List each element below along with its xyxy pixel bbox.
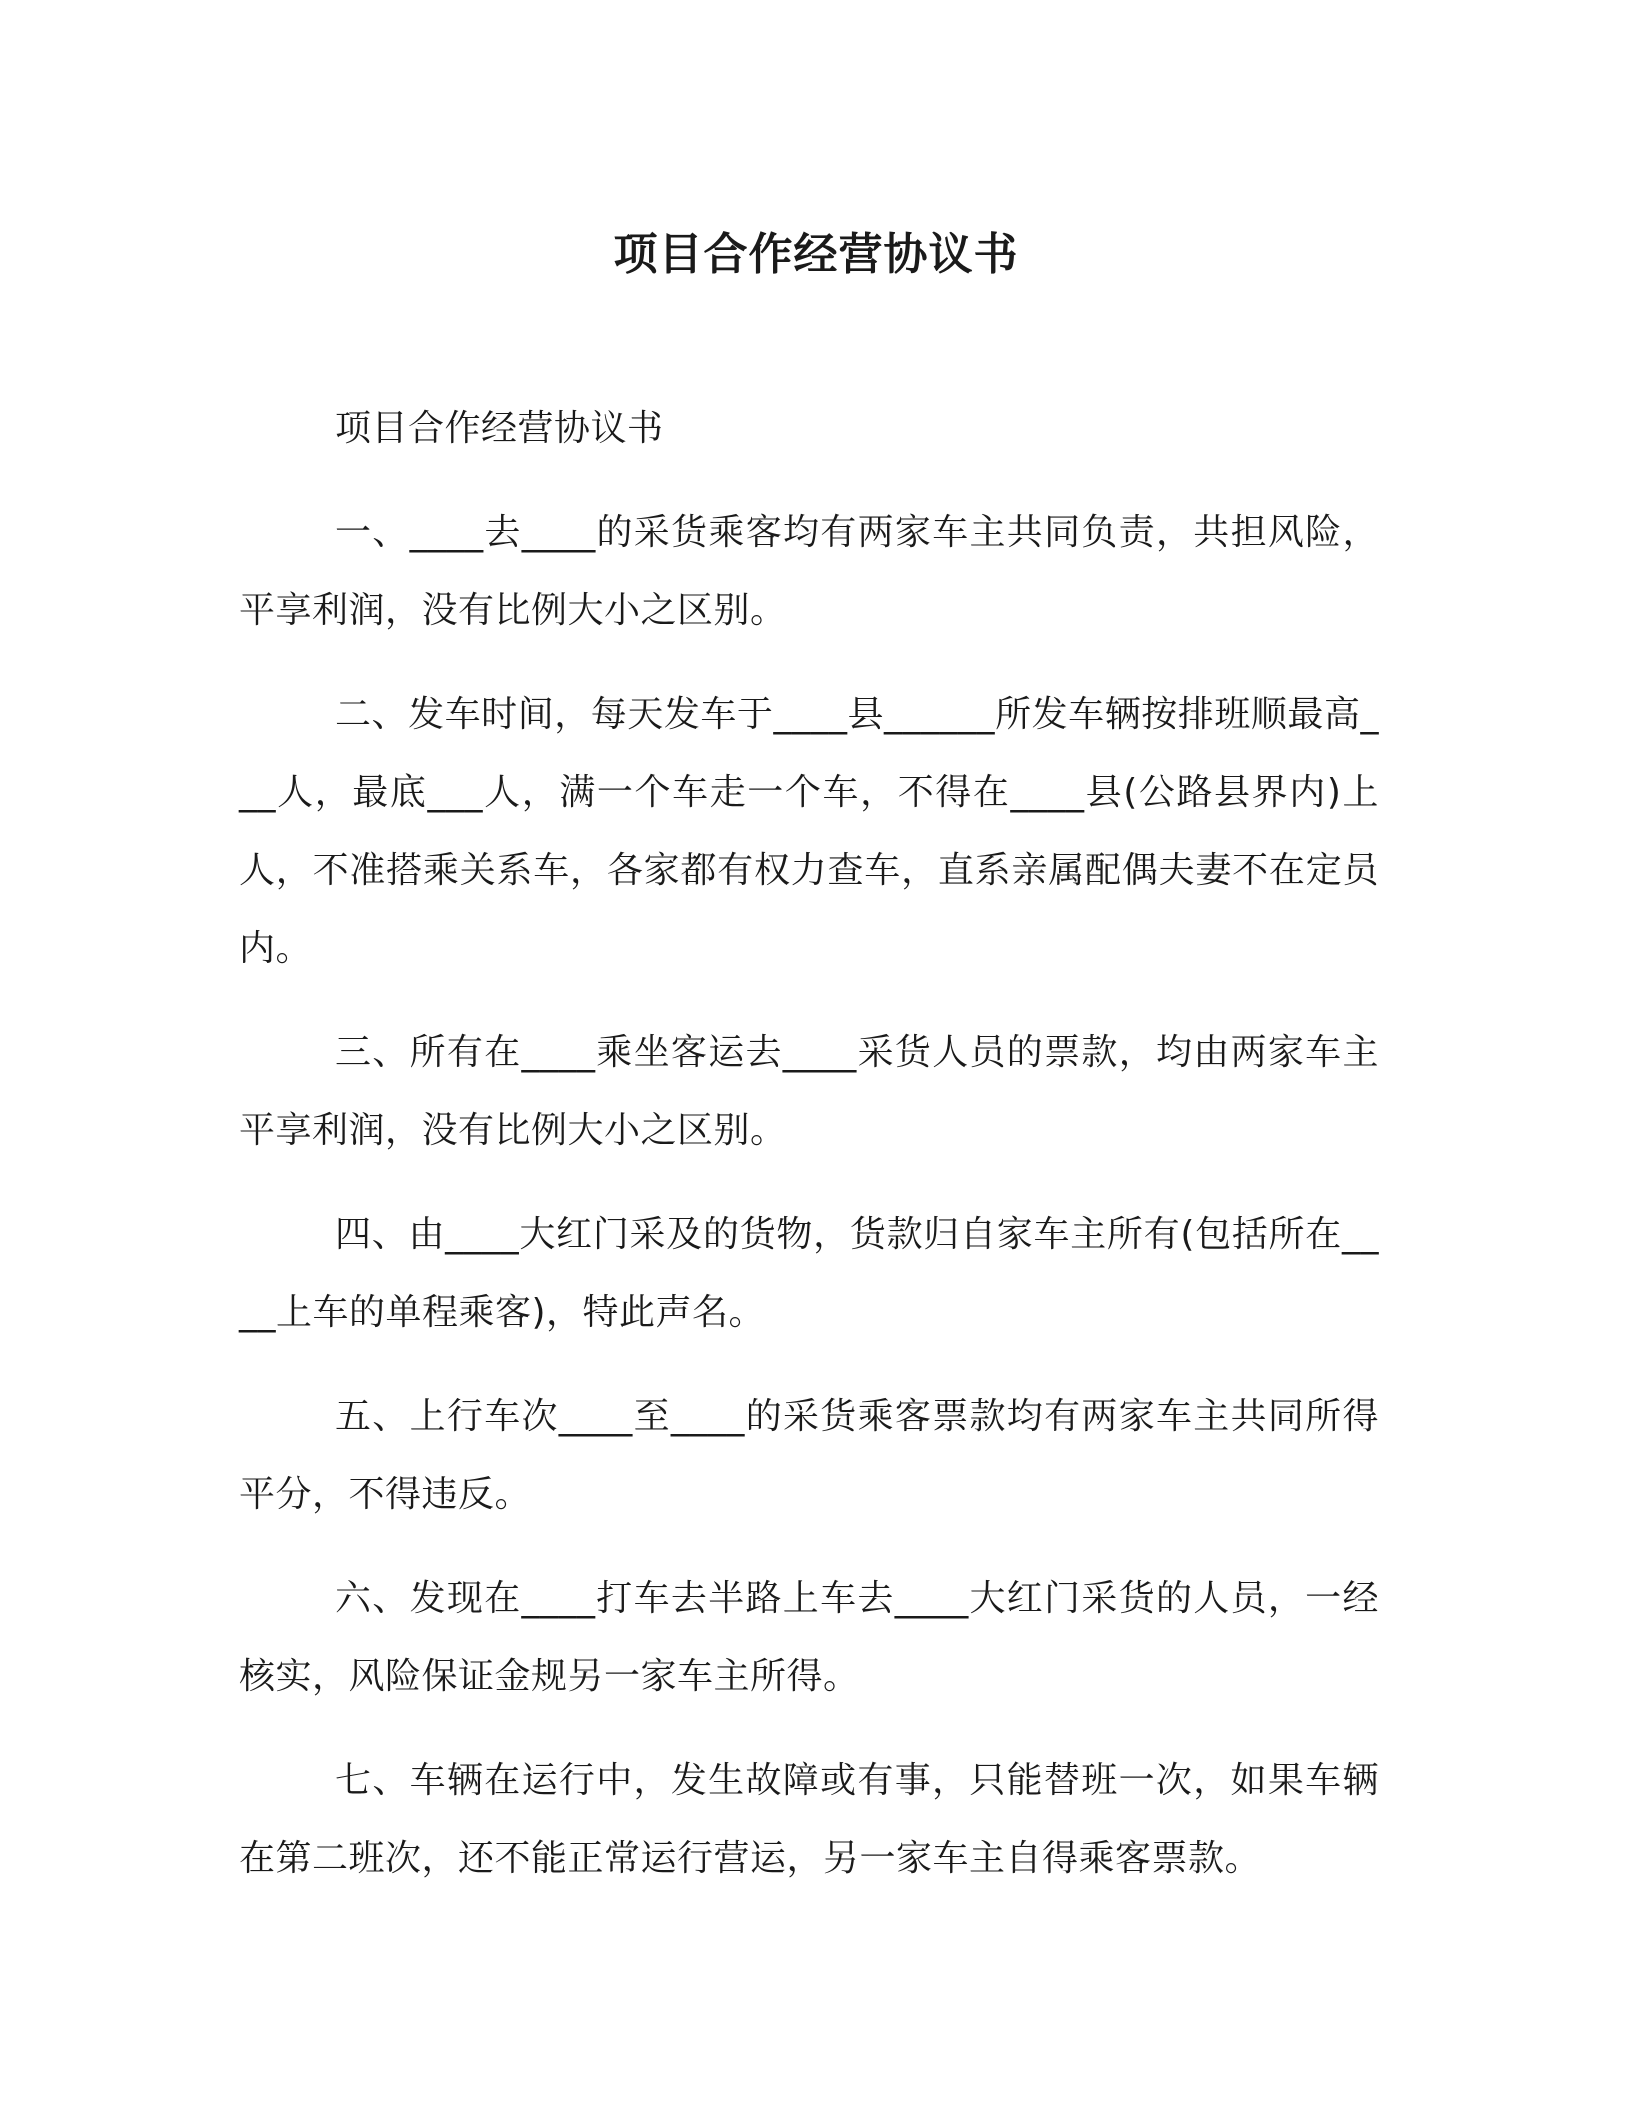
clause-5: 五、上行车次____至____的采货乘客票款均有两家车主共同所得平分，不得违反。 [239, 1396, 1379, 1515]
document-subtitle: 项目合作经营协议书 [335, 408, 664, 449]
clause-2: 二、发车时间，每天发车于____县______所发车辆按排班顺最高___人，最底___人，满一个车走一个车，不得在____县(公路县界内)上人，不准搭乘关系车，各家都有权力查车，直系亲属配偶夫妻不在定员内。 [239, 694, 1379, 969]
document-body [239, 390, 1379, 1924]
clause-7: 七、车辆在运行中，发生故障或有事，只能替班一次，如果车辆在第二班次，还不能正常运行营运，另一家车主自得乘客票款。 [239, 1760, 1379, 1879]
clause-6: 六、发现在____打车去半路上车去____大红门采货的人员，一经核实，风险保证金规另一家车主所得。 [239, 1578, 1379, 1697]
clause-3: 三、所有在____乘坐客运去____采货人员的票款，均由两家车主平享利润，没有比例大小之区别。 [239, 1032, 1379, 1151]
clause-4: 四、由____大红门采及的货物，货款归自家车主所有(包括所在____上车的单程乘客)，特此声名。 [239, 1214, 1379, 1333]
clause-1: 一、____去____的采货乘客均有两家车主共同负责，共担风险，平享利润，没有比例大小之区别。 [239, 512, 1379, 631]
document-title: 项目合作经营协议书 [613, 229, 1019, 280]
